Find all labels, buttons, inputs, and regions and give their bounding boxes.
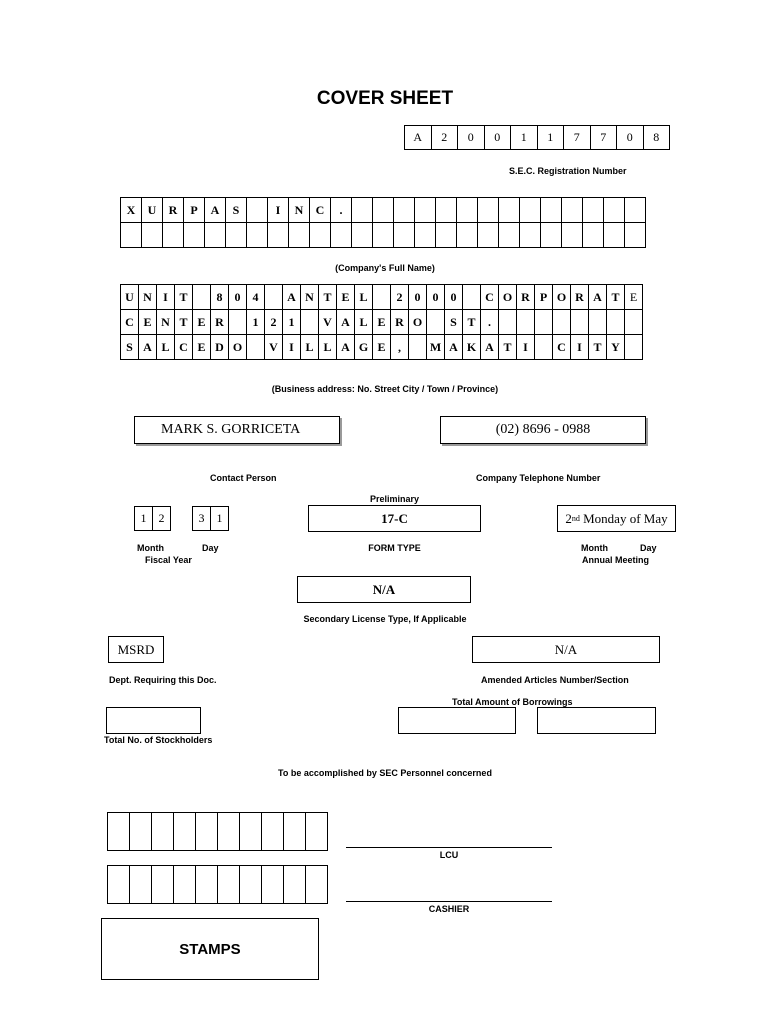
- company-name-char: [625, 223, 646, 248]
- sec-registration-digit: 2: [431, 126, 458, 150]
- business-address-char: S: [445, 310, 463, 335]
- business-address-char: [535, 335, 553, 360]
- business-address-char: A: [337, 310, 355, 335]
- company-name-char: [226, 223, 247, 248]
- company-name-char: [436, 223, 457, 248]
- company-name-char: [331, 223, 352, 248]
- stamps-box: [101, 918, 319, 980]
- document-id-cell[interactable]: [218, 866, 240, 904]
- secondary-license-label: Secondary License Type, If Applicable: [303, 614, 467, 624]
- annual-meeting-ordinal: 2: [565, 510, 572, 526]
- company-name-char: [373, 198, 394, 223]
- business-address-char: L: [355, 310, 373, 335]
- business-address-char: T: [319, 285, 337, 310]
- business-address-char: [553, 310, 571, 335]
- document-id-cell[interactable]: [152, 866, 174, 904]
- sec-registration-digit: 8: [643, 126, 670, 150]
- business-address-char: [229, 310, 247, 335]
- business-address-char: L: [301, 335, 319, 360]
- company-name-char: S: [226, 198, 247, 223]
- company-name-row: [121, 198, 646, 223]
- company-name-char: [289, 223, 310, 248]
- business-address-char: R: [571, 285, 589, 310]
- company-name-char: [247, 223, 268, 248]
- file-number-cell[interactable]: [108, 813, 130, 851]
- business-address-char: T: [463, 310, 481, 335]
- document-id-grid[interactable]: [107, 865, 328, 904]
- company-name-char: [541, 223, 562, 248]
- business-address-char: V: [265, 335, 283, 360]
- business-address-char: 2: [391, 285, 409, 310]
- business-address-char: 4: [247, 285, 265, 310]
- business-address-char: L: [157, 335, 175, 360]
- business-address-char: 0: [445, 285, 463, 310]
- sec-registration-grid: [404, 125, 670, 150]
- company-name-row: [121, 223, 646, 248]
- business-address-char: [265, 285, 283, 310]
- business-address-char: E: [139, 310, 157, 335]
- business-address-char: [409, 335, 427, 360]
- business-address-char: E: [373, 310, 391, 335]
- fiscal-month-grid[interactable]: [134, 506, 171, 531]
- business-address-char: [499, 310, 517, 335]
- company-name-char: [541, 198, 562, 223]
- business-address-char: U: [121, 285, 139, 310]
- company-name-char: [604, 198, 625, 223]
- document-id-cell[interactable]: [174, 866, 196, 904]
- borrowings-domestic-field[interactable]: [398, 707, 516, 734]
- business-address-char: N: [301, 285, 319, 310]
- company-name-char: U: [142, 198, 163, 223]
- business-address-char: L: [319, 335, 337, 360]
- cashier-label: CASHIER: [428, 904, 470, 914]
- company-name-char: C: [310, 198, 331, 223]
- business-address-char: T: [607, 285, 625, 310]
- lcu-signature-line: [346, 847, 552, 848]
- business-address-char: [193, 285, 211, 310]
- business-address-char: [589, 310, 607, 335]
- business-address-char: 0: [409, 285, 427, 310]
- secondary-license-field[interactable]: N/A: [297, 576, 471, 603]
- form-type-field[interactable]: 17-C: [308, 505, 481, 532]
- business-address-char: C: [121, 310, 139, 335]
- business-address-char: [373, 285, 391, 310]
- business-address-char: R: [517, 285, 535, 310]
- sec-registration-digit: 0: [458, 126, 485, 150]
- business-address-char: T: [175, 285, 193, 310]
- fiscal-day-grid[interactable]: [192, 506, 229, 531]
- business-address-char: ,: [391, 335, 409, 360]
- company-name-char: [310, 223, 331, 248]
- company-name-char: [478, 223, 499, 248]
- business-address-char: 0: [229, 285, 247, 310]
- stamps-label: STAMPS: [179, 940, 241, 958]
- company-name-char: [562, 223, 583, 248]
- business-address-char: P: [535, 285, 553, 310]
- file-number-cell[interactable]: [174, 813, 196, 851]
- meeting-month-label: Month: [581, 543, 608, 553]
- business-address-char: 1: [283, 310, 301, 335]
- business-address-char: .: [481, 310, 499, 335]
- company-name-char: [352, 198, 373, 223]
- business-address-char: [625, 335, 643, 360]
- file-number-cell[interactable]: [262, 813, 284, 851]
- business-address-char: K: [463, 335, 481, 360]
- sec-personnel-note: To be accomplished by SEC Personnel concerned: [278, 768, 492, 778]
- company-name-char: X: [121, 198, 142, 223]
- business-address-char: E: [625, 285, 643, 310]
- company-telephone-field[interactable]: (02) 8696 - 0988: [440, 416, 646, 444]
- business-address-char: G: [355, 335, 373, 360]
- company-name-char: [373, 223, 394, 248]
- business-address-char: V: [319, 310, 337, 335]
- business-address-char: A: [337, 335, 355, 360]
- document-id-cell[interactable]: [130, 866, 152, 904]
- dept-requiring-field[interactable]: MSRD: [108, 636, 164, 663]
- document-id-cell[interactable]: [196, 866, 218, 904]
- business-address-char: [247, 335, 265, 360]
- company-name-char: [163, 223, 184, 248]
- total-borrowings-label: Total Amount of Borrowings: [452, 697, 573, 707]
- company-name-char: R: [163, 198, 184, 223]
- business-address-char: [517, 310, 535, 335]
- file-number-cell[interactable]: [196, 813, 218, 851]
- business-address-char: O: [499, 285, 517, 310]
- business-address-char: T: [499, 335, 517, 360]
- company-name-char: [268, 223, 289, 248]
- document-id-cell[interactable]: [262, 866, 284, 904]
- company-name-char: [415, 198, 436, 223]
- company-name-char: [394, 198, 415, 223]
- company-name-char: [415, 223, 436, 248]
- file-number-cell[interactable]: [284, 813, 306, 851]
- company-name-char: N: [289, 198, 310, 223]
- company-name-char: [520, 198, 541, 223]
- file-number-cell[interactable]: [130, 813, 152, 851]
- fiscal-month-digit: 2: [153, 507, 171, 531]
- business-address-char: A: [481, 335, 499, 360]
- business-address-char: N: [157, 310, 175, 335]
- business-address-char: [625, 310, 643, 335]
- company-name-char: [499, 198, 520, 223]
- business-address-char: T: [175, 310, 193, 335]
- sec-registration-digit: 1: [511, 126, 538, 150]
- company-name-char: [478, 198, 499, 223]
- sec-registration-digit: A: [405, 126, 432, 150]
- business-address-grid: [120, 284, 643, 360]
- dept-requiring-label: Dept. Requiring this Doc.: [109, 675, 217, 685]
- file-number-cell[interactable]: [306, 813, 328, 851]
- document-id-cell[interactable]: [284, 866, 306, 904]
- sec-registration-digit: 1: [537, 126, 564, 150]
- business-address-char: C: [481, 285, 499, 310]
- company-name-char: [520, 223, 541, 248]
- business-address-char: O: [409, 310, 427, 335]
- business-address-char: I: [517, 335, 535, 360]
- business-address-char: O: [229, 335, 247, 360]
- document-id-cell[interactable]: [306, 866, 328, 904]
- company-telephone-label: Company Telephone Number: [476, 473, 601, 483]
- company-name-char: [625, 198, 646, 223]
- company-name-char: [142, 223, 163, 248]
- business-address-char: E: [373, 335, 391, 360]
- business-address-row: [121, 335, 643, 360]
- company-name-char: A: [205, 198, 226, 223]
- document-id-cell[interactable]: [240, 866, 262, 904]
- business-address-char: I: [157, 285, 175, 310]
- company-name-char: .: [331, 198, 352, 223]
- business-address-char: [301, 310, 319, 335]
- total-stockholders-label: Total No. of Stockholders: [104, 735, 213, 745]
- business-address-char: [535, 310, 553, 335]
- meeting-day-label: Day: [640, 543, 657, 553]
- company-name-char: [583, 223, 604, 248]
- business-address-char: A: [445, 335, 463, 360]
- business-address-char: A: [139, 335, 157, 360]
- business-address-row: [121, 285, 643, 310]
- fiscal-month-label: Month: [137, 543, 164, 553]
- business-address-row: [121, 310, 643, 335]
- total-stockholders-field[interactable]: [106, 707, 201, 734]
- contact-person-label: Contact Person: [210, 473, 277, 483]
- contact-person-field[interactable]: MARK S. GORRICETA: [134, 416, 340, 444]
- business-address-char: [427, 310, 445, 335]
- business-address-char: A: [589, 285, 607, 310]
- business-address-char: R: [391, 310, 409, 335]
- lcu-label: LCU: [439, 850, 459, 860]
- file-number-cell[interactable]: [240, 813, 262, 851]
- annual-meeting-label: Annual Meeting: [582, 555, 649, 565]
- company-name-char: [205, 223, 226, 248]
- company-name-char: [562, 198, 583, 223]
- company-name-char: [184, 223, 205, 248]
- cashier-signature-line: [346, 901, 552, 902]
- business-address-char: C: [175, 335, 193, 360]
- company-name-char: [394, 223, 415, 248]
- business-address-char: Y: [607, 335, 625, 360]
- company-name-char: P: [184, 198, 205, 223]
- company-name-char: [499, 223, 520, 248]
- business-address-char: 1: [247, 310, 265, 335]
- business-address-char: [571, 310, 589, 335]
- amended-articles-label: Amended Articles Number/Section: [481, 675, 629, 685]
- business-address-char: N: [139, 285, 157, 310]
- sec-registration-label: S.E.C. Registration Number: [509, 166, 627, 176]
- business-address-char: T: [589, 335, 607, 360]
- borrowings-foreign-field[interactable]: [537, 707, 656, 734]
- business-address-char: A: [283, 285, 301, 310]
- page-title: COVER SHEET: [316, 88, 454, 109]
- company-name-char: [457, 223, 478, 248]
- business-address-char: L: [355, 285, 373, 310]
- fiscal-day-digit: 3: [193, 507, 211, 531]
- company-name-char: [121, 223, 142, 248]
- file-number-cell[interactable]: [218, 813, 240, 851]
- business-address-char: O: [553, 285, 571, 310]
- business-address-char: 0: [427, 285, 445, 310]
- company-name-char: [583, 198, 604, 223]
- business-address-char: 8: [211, 285, 229, 310]
- business-address-char: I: [283, 335, 301, 360]
- company-name-grid: [120, 197, 646, 248]
- company-name-char: [604, 223, 625, 248]
- business-address-char: [463, 285, 481, 310]
- business-address-char: 2: [265, 310, 283, 335]
- fiscal-year-label: Fiscal Year: [145, 555, 192, 565]
- sec-registration-digit: 7: [590, 126, 617, 150]
- annual-meeting-rest: Monday of May: [579, 510, 668, 526]
- sec-registration-digit: 0: [617, 126, 644, 150]
- business-address-char: S: [121, 335, 139, 360]
- business-address-char: R: [211, 310, 229, 335]
- business-address-char: C: [553, 335, 571, 360]
- sec-registration-digit: 7: [564, 126, 591, 150]
- fiscal-day-digit: 1: [211, 507, 229, 531]
- sec-registration-digit: 0: [484, 126, 511, 150]
- company-name-label: (Company's Full Name): [335, 263, 435, 273]
- amended-articles-field[interactable]: N/A: [472, 636, 660, 663]
- annual-meeting-field[interactable]: [557, 505, 676, 532]
- business-address-char: D: [211, 335, 229, 360]
- business-address-char: M: [427, 335, 445, 360]
- file-number-cell-row: [108, 813, 328, 851]
- file-number-cell[interactable]: [152, 813, 174, 851]
- company-name-char: [436, 198, 457, 223]
- company-name-char: I: [268, 198, 289, 223]
- company-name-char: [457, 198, 478, 223]
- annual-meeting-ordinal-suffix: nd: [571, 514, 580, 523]
- document-id-cell-row: [108, 866, 328, 904]
- file-number-grid[interactable]: [107, 812, 328, 851]
- fiscal-month-digit: 1: [135, 507, 153, 531]
- fiscal-day-label: Day: [202, 543, 219, 553]
- business-address-char: E: [337, 285, 355, 310]
- document-id-cell[interactable]: [108, 866, 130, 904]
- form-type-label: FORM TYPE: [368, 543, 421, 553]
- business-address-char: E: [193, 310, 211, 335]
- business-address-label: (Business address: No. Street City / Town / Province): [271, 384, 499, 394]
- business-address-char: [607, 310, 625, 335]
- business-address-char: E: [193, 335, 211, 360]
- company-name-char: [247, 198, 268, 223]
- preliminary-label: Preliminary: [369, 494, 420, 504]
- company-name-char: [352, 223, 373, 248]
- business-address-char: I: [571, 335, 589, 360]
